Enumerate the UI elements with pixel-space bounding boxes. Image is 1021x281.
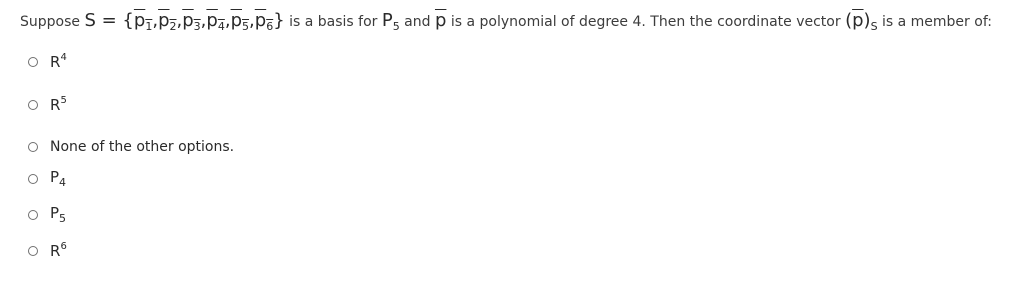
question-prefix: Suppose (20, 14, 85, 30)
radio-button[interactable] (28, 210, 38, 220)
polynomial-symbol: $\overline{p}$ (434, 10, 447, 31)
option-label: $P_4$ (50, 168, 67, 189)
set-symbol: S (84, 10, 96, 31)
basis-vector: $p_3$ (182, 10, 201, 33)
option-label: $R^4$ (50, 52, 67, 71)
radio-button[interactable] (28, 57, 38, 67)
basis-vector: $p_4$ (206, 10, 225, 33)
radio-button[interactable] (28, 246, 38, 256)
option-label: $R^5$ (50, 95, 67, 114)
option-label: $P_5$ (50, 204, 67, 225)
question-mid2: and (399, 14, 435, 30)
radio-button[interactable] (28, 174, 38, 184)
question-suffix: is a member of: (877, 14, 992, 30)
radio-button[interactable] (28, 142, 38, 152)
space-symbol: $P_5$ (381, 10, 400, 33)
option-label: None of the other options. (50, 139, 235, 155)
option-label: $R^6$ (50, 241, 67, 260)
basis-vectors: $p_1,p_2,p_3,p_4,p_5,p_6$ (133, 10, 274, 33)
basis-vector: $p_5$ (230, 10, 250, 33)
option-p5[interactable] (28, 204, 66, 225)
set-equals-brace: = { (95, 10, 134, 31)
radio-button[interactable] (28, 100, 38, 110)
option-none[interactable] (28, 139, 234, 155)
basis-vector: $p_2$ (158, 10, 177, 33)
option-p4[interactable] (28, 168, 66, 189)
option-r4[interactable] (28, 52, 67, 71)
question-mid3: is a polynomial of degree 4. Then the coordinate vector (446, 14, 846, 30)
coordinate-vector: $(\overline{p})_S$ (845, 10, 878, 33)
set-close-brace: } (273, 10, 285, 31)
question-mid1: is a basis for (284, 14, 382, 30)
option-r6[interactable] (28, 241, 67, 260)
option-r5[interactable] (28, 95, 67, 114)
question-text (20, 9, 992, 39)
basis-vector: $p_1$ (133, 10, 153, 33)
basis-vector: $p_6$ (254, 10, 274, 33)
